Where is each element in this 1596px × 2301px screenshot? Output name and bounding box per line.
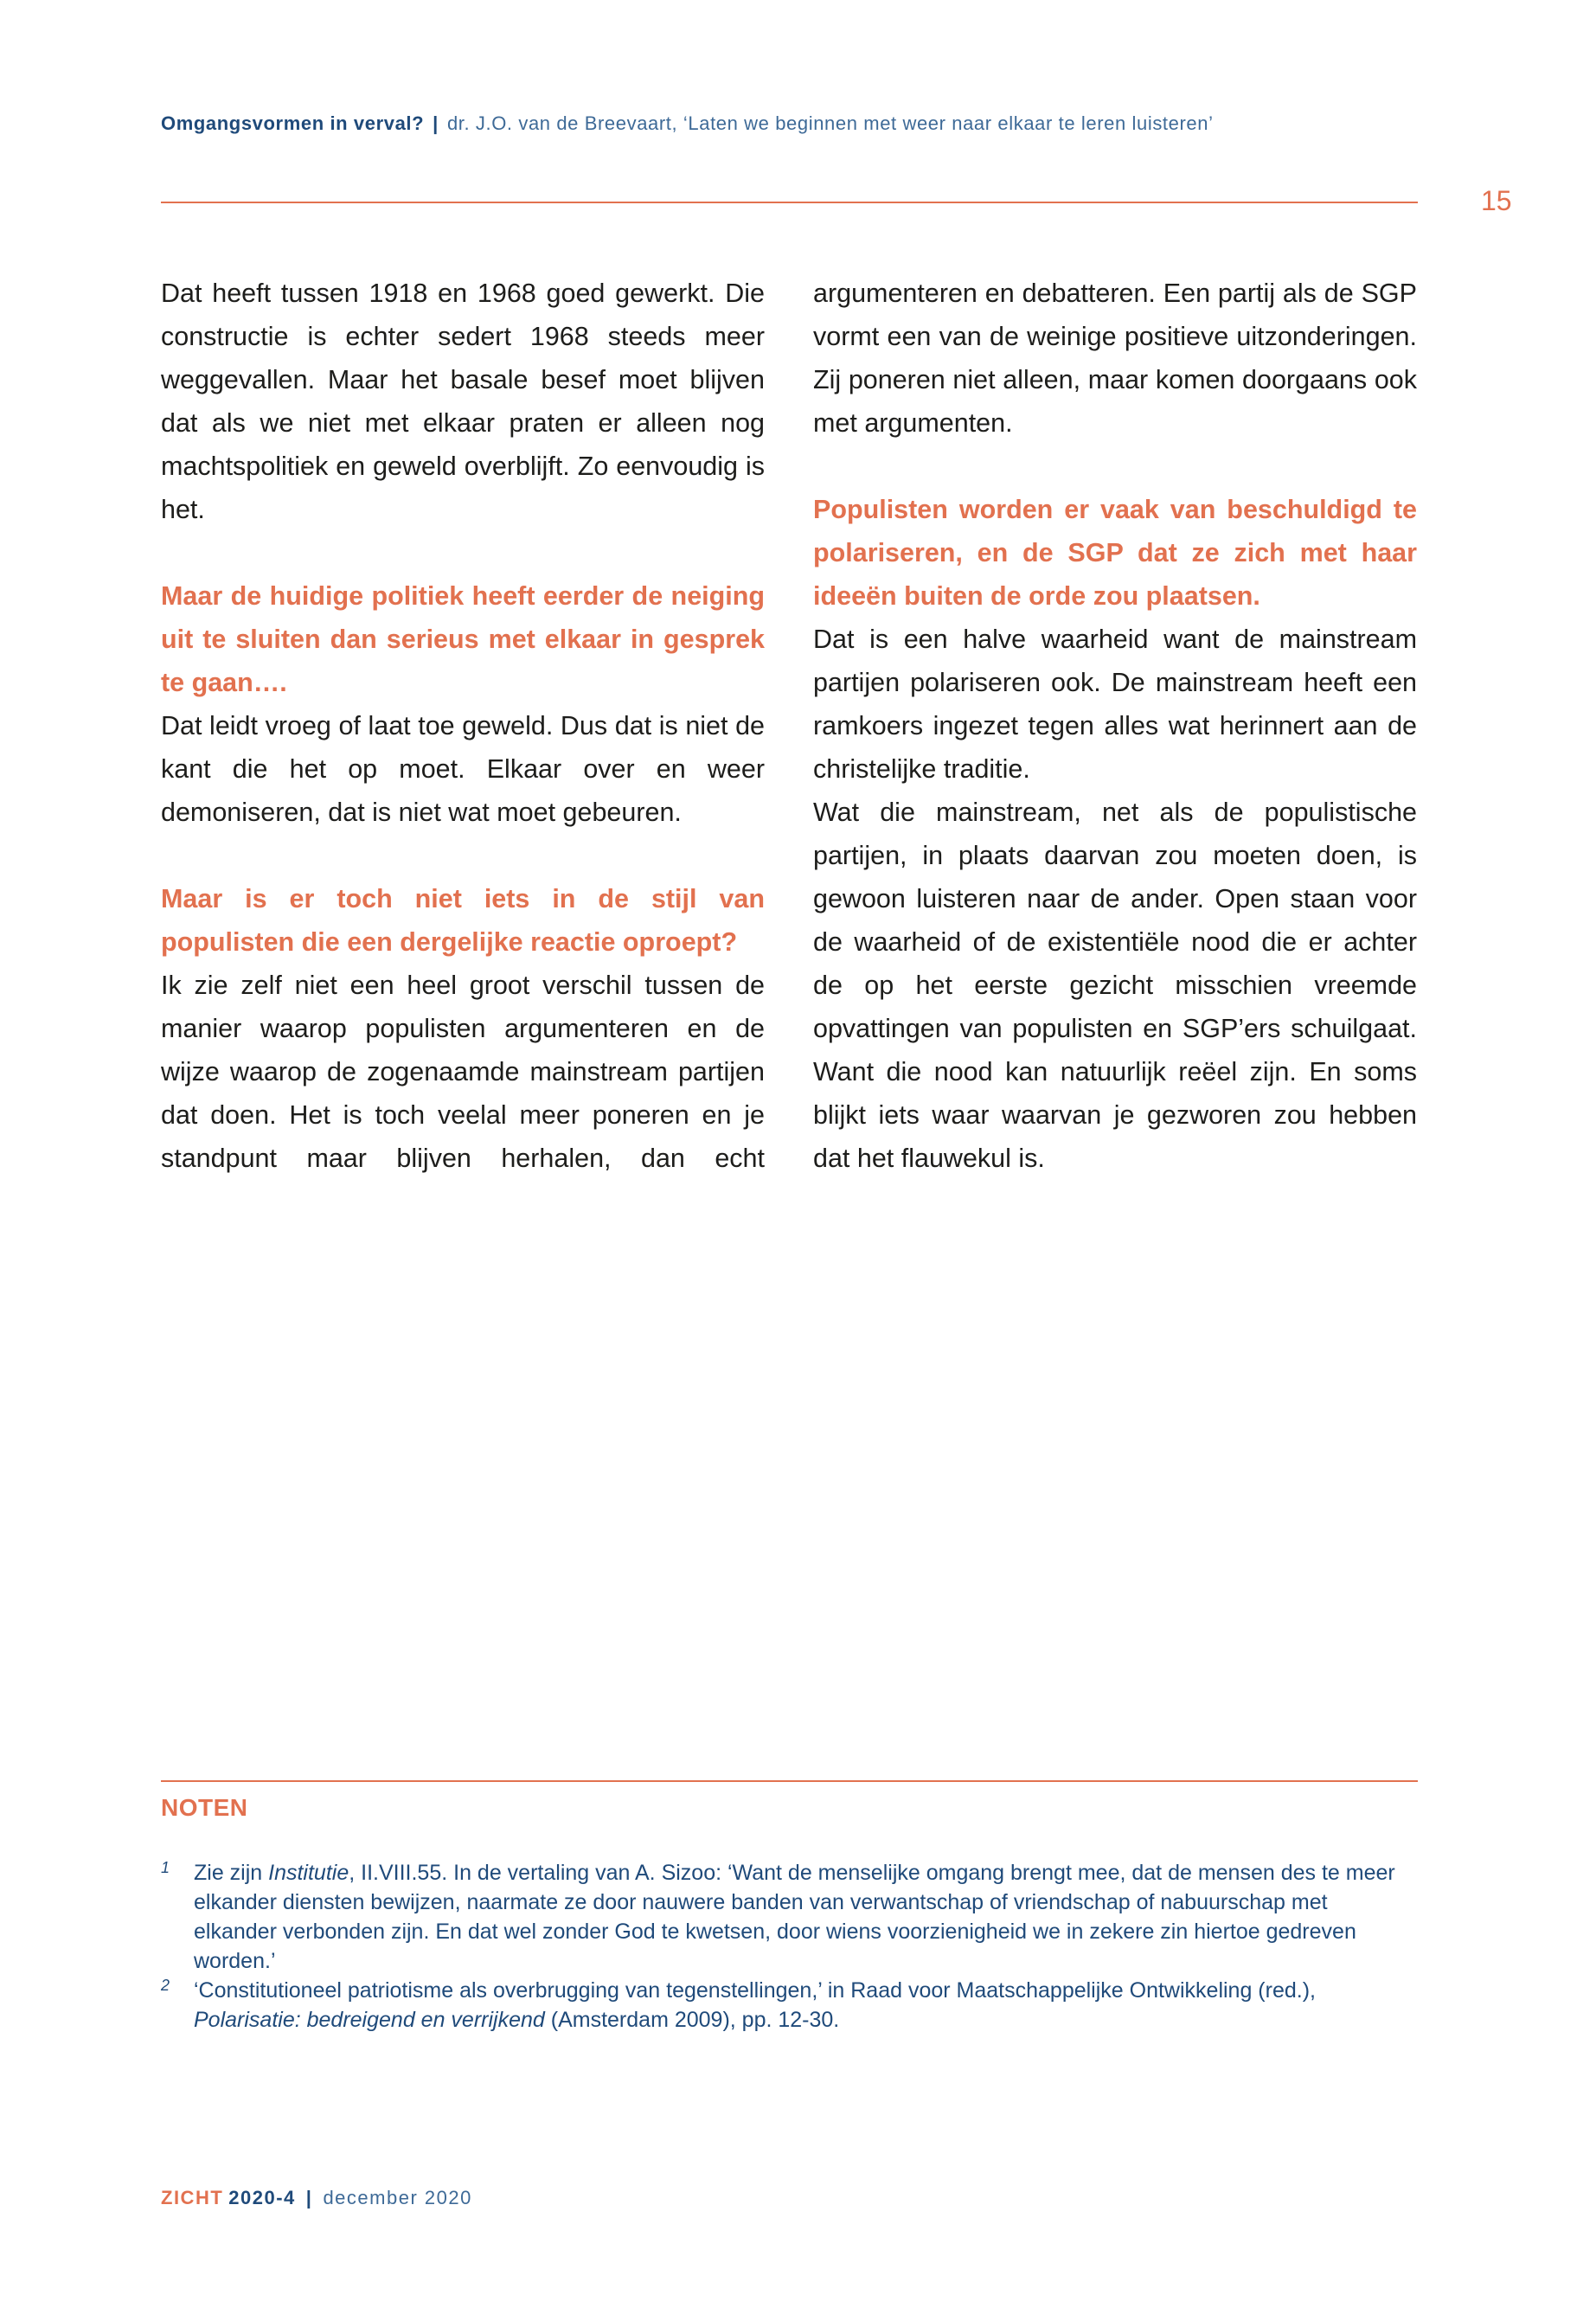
- body-paragraph: Dat is een halve waarheid want de mainstream partijen polariseren ook. De mainstream heeft een ramkoers ingezet tegen alles wat herinnert aan de christelijke traditie.: [813, 625, 1417, 784]
- body-paragraph: Wat die mainstream, net als de populistische partijen, in plaats daarvan zou moeten doen, is gewoon luisteren naar de ander. Open staan voor de waarheid of de existentiële nood die er achter de op het eerste gezicht misschien vreemde opvattingen van populisten en SGP’ers schuilgaat. Want die nood kan natuurlijk reëel zijn. En soms blijkt iets waar waarvan je gezworen zou hebben dat het flauwekul is.: [813, 798, 1417, 1173]
- left-column: [161, 272, 765, 1180]
- footer-date: december 2020: [323, 2187, 472, 2208]
- interview-question: Maar de huidige politiek heeft eerder de neiging uit te sluiten dan serieus met elkaar in gesprek te gaan….: [161, 581, 765, 697]
- page-footer: [161, 2187, 472, 2209]
- interview-question: Populisten worden er vaak van beschuldigd te polariseren, en de SGP dat ze zich met haar ideeën buiten de orde zou plaatsen.: [813, 495, 1417, 611]
- footer-separator: |: [305, 2187, 313, 2208]
- footnote-text: [194, 1976, 1407, 2035]
- body-paragraph: Dat leidt vroeg of laat toe geweld. Dus dat is niet de kant die het op moet. Elkaar over en weer demoniseren, dat is niet wat moet gebeuren.: [161, 711, 765, 827]
- body-paragraph: Dat heeft tussen 1918 en 1968 goed gewerkt. Die constructie is echter sedert 1968 steeds meer weggevallen. Maar het basale besef moet blijven dat als we niet met elkaar praten er alleen nog machtspolitiek en geweld overblijft. Zo eenvoudig is het.: [161, 279, 765, 524]
- running-head: [161, 112, 1214, 135]
- footnote: [161, 1976, 1407, 2035]
- body-paragraph: argumenteren en debatteren. Een partij als de SGP vormt een van de weinige positieve uitzonderingen. Zij poneren niet alleen, maar komen doorgaans ook met argumenten.: [813, 279, 1417, 438]
- footnote: [161, 1858, 1407, 1976]
- page-number: 15: [1481, 185, 1512, 216]
- footnote-text-part: ‘Constitutioneel patriotisme als overbrugging van tegenstellingen,’ in Raad voor Maatschappelijke Ontwikkeling (red.),: [194, 1978, 1316, 2003]
- footer-issue: 2020-4: [228, 2187, 296, 2208]
- running-head-subtitle: dr. J.O. van de Breevaart, ‘Laten we beginnen met weer naar elkaar te leren luisteren’: [446, 112, 1214, 134]
- interview-question: Maar is er toch niet iets in de stijl van populisten die een dergelijke reactie oproept?: [161, 884, 765, 957]
- header-divider: [161, 202, 1418, 203]
- right-column: [813, 272, 1417, 1180]
- footnote-text-part: , II.VIII.55. In de vertaling van A. Sizoo: ‘Want de menselijke omgang brengt mee, dat de mensen des te meer elkander diensten bewijzen, naarmate ze door nauwere banden van verwantschap of vriendschap of nabuurschap met elkander verbonden zijn. En dat wel zonder God te kwetsen, door wiens voorzienigheid we in zekere zin hiertoe gedreven worden.’: [194, 1861, 1395, 1973]
- footnote-text: [194, 1858, 1407, 1976]
- notes-title: NOTEN: [161, 1794, 248, 1821]
- footer-brand: ZICHT: [161, 2187, 224, 2208]
- running-head-separator: |: [433, 112, 439, 134]
- footnote-text-part: (Amsterdam 2009), pp. 12-30.: [544, 2008, 840, 2032]
- footnote-title-italic: Polarisatie: bedreigend en verrijkend: [194, 2008, 545, 2032]
- notes-divider: [161, 1780, 1418, 1782]
- running-head-section: Omgangsvormen in verval?: [161, 112, 425, 134]
- footnote-text-part: Zie zijn: [194, 1861, 269, 1885]
- footnote-number: 1: [161, 1859, 170, 1876]
- body-paragraph: Ik zie zelf niet een heel groot verschil tussen de manier waarop populisten argumenteren en de wijze waarop de zogenaamde mainstream partijen dat doen. Het is toch veelal meer poneren en je standpunt maar blijven herhalen, dan echt: [161, 971, 765, 1173]
- footnote-title-italic: Institutie: [268, 1861, 349, 1885]
- footnote-number: 2: [161, 1977, 170, 1994]
